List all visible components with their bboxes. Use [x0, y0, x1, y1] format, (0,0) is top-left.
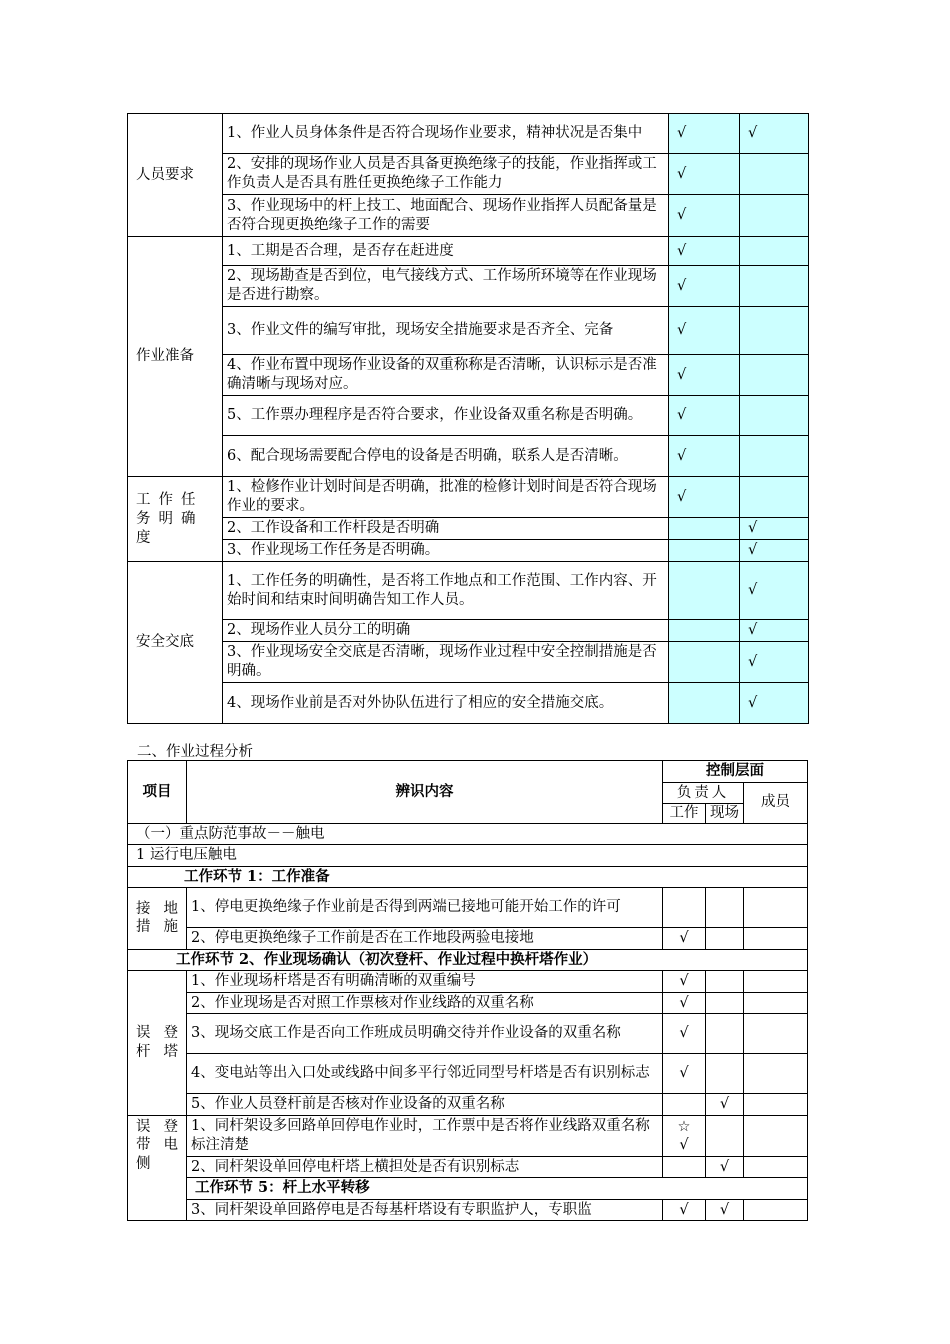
check-work: √ — [663, 1054, 706, 1094]
category-personnel: 人员要求 — [128, 114, 223, 237]
check-item: 1、工期是否合理，是否存在赶进度 — [223, 237, 669, 266]
check-item: 2、同杆架设单回停电杆塔上横担处是否有识别标志 — [187, 1156, 663, 1178]
check-item: 1、作业现场杆塔是否有明确清晰的双重编号 — [187, 971, 663, 993]
header-responsible-label: 负责人 — [676, 784, 730, 801]
header-item: 项目 — [128, 761, 187, 824]
check-item: 1、同杆架设多回路单回停电作业时，工作票中是否将作业线路双重名称标注清楚 — [187, 1115, 663, 1156]
check-mark: √ — [740, 540, 809, 562]
check-work: √ — [663, 1014, 706, 1054]
check-site — [706, 1014, 744, 1054]
check-mark: √ — [669, 355, 740, 396]
check-site — [706, 928, 744, 950]
stage-2-heading: 工作环节 2、作业现场确认（初次登杆、作业过程中换杆塔作业） — [128, 949, 808, 971]
check-item: 2、工作设备和工作杆段是否明确 — [223, 518, 669, 540]
check-site — [706, 1054, 744, 1094]
header-responsible — [663, 782, 744, 804]
check-mark: √ — [669, 237, 740, 266]
check-mark: √ — [669, 266, 740, 307]
risk-control-table-1 — [127, 113, 809, 724]
check-member — [744, 1156, 808, 1178]
check-mark — [669, 562, 740, 620]
stage-5-heading: 工作环节 5：杆上水平转移 — [187, 1178, 808, 1200]
check-item: 3、作业文件的编写审批，现场安全措施要求是否齐全、完备 — [223, 307, 669, 355]
check-mark — [740, 195, 809, 237]
category-grounding: 接地措施 — [128, 888, 187, 950]
check-item: 3、作业现场中的杆上技工、地面配合、现场作业指挥人员配备量是否符合现更换绝缘子工作的需要 — [223, 195, 669, 237]
check-item: 3、现场交底工作是否向工作班成员明确交待并作业设备的双重名称 — [187, 1014, 663, 1054]
check-work: √ — [663, 971, 706, 993]
check-site: √ — [706, 1094, 744, 1116]
check-member — [744, 928, 808, 950]
category-task-clarity — [128, 477, 223, 562]
check-item: 2、作业现场是否对照工作票核对作业线路的双重名称 — [187, 992, 663, 1014]
section-title: 二、作业过程分析 — [137, 744, 253, 760]
check-mark: √ — [669, 436, 740, 477]
focus-accident-row: （一）重点防范事故－－触电 — [128, 823, 808, 845]
check-mark: √ — [669, 195, 740, 237]
check-work — [663, 888, 706, 928]
work-process-analysis-table — [127, 760, 808, 1221]
check-work: √ — [663, 992, 706, 1014]
check-item: 6、配合现场需要配合停电的设备是否明确，联系人是否清晰。 — [223, 436, 669, 477]
check-site — [706, 888, 744, 928]
check-member — [744, 1014, 808, 1054]
check-item: 1、检修作业计划时间是否明确，批准的检修计划时间是否符合现场作业的要求。 — [223, 477, 669, 518]
sub-item-row: 1 运行电压触电 — [128, 845, 808, 867]
category-safety-briefing: 安全交底 — [128, 562, 223, 724]
check-mark — [740, 477, 809, 518]
check-site — [706, 1115, 744, 1156]
check-work — [663, 1156, 706, 1178]
check-member — [744, 1054, 808, 1094]
check-site — [706, 992, 744, 1014]
header-work: 工作 — [663, 804, 706, 824]
check-item: 2、停电更换绝缘子工作前是否在工作地段两验电接地 — [187, 928, 663, 950]
check-item: 1、工作任务的明确性，是否将工作地点和工作范围、工作内容、开始时间和结束时间明确告知工作人员。 — [223, 562, 669, 620]
check-mark: √ — [740, 518, 809, 540]
check-item: 3、作业现场安全交底是否清晰，现场作业过程中安全控制措施是否明确。 — [223, 642, 669, 683]
check-mark: √ — [740, 642, 809, 683]
check-mark — [669, 683, 740, 724]
check-work: √ — [663, 1199, 706, 1221]
check-item: 3、作业现场工作任务是否明确。 — [223, 540, 669, 562]
check-item: 5、工作票办理程序是否符合要求，作业设备双重名称是否明确。 — [223, 396, 669, 436]
check-mark — [669, 540, 740, 562]
check-mark: √ — [669, 114, 740, 154]
check-mark — [669, 620, 740, 642]
check-item: 2、现场作业人员分工的明确 — [223, 620, 669, 642]
check-mark: √ — [669, 307, 740, 355]
check-site: √ — [706, 1156, 744, 1178]
header-member: 成员 — [744, 782, 808, 823]
category-preparation: 作业准备 — [128, 237, 223, 477]
check-mark — [740, 237, 809, 266]
check-item: 4、现场作业前是否对外协队伍进行了相应的安全措施交底。 — [223, 683, 669, 724]
check-mark: √ — [669, 154, 740, 195]
check-mark: √ — [740, 114, 809, 154]
check-mark — [740, 266, 809, 307]
check-mark — [740, 355, 809, 396]
category-wrong-tower: 误登杆塔 — [128, 971, 187, 1116]
check-member — [744, 888, 808, 928]
check-mark — [669, 518, 740, 540]
check-work — [663, 1094, 706, 1116]
header-control-level: 控制层面 — [663, 761, 808, 783]
check-member — [744, 1115, 808, 1156]
check-item: 1、停电更换绝缘子作业前是否得到两端已接地可能开始工作的许可 — [187, 888, 663, 928]
check-mark: √ — [740, 620, 809, 642]
check-site: √ — [706, 1199, 744, 1221]
category-label: 工作任务明确度 — [136, 491, 204, 546]
check-mark: √ — [669, 396, 740, 436]
header-content: 辨识内容 — [187, 761, 663, 824]
check-member — [744, 1199, 808, 1221]
check-item: 2、安排的现场作业人员是否具备更换绝缘子的技能，作业指挥或工作负责人是否具有胜任更换绝缘子工作能力 — [223, 154, 669, 195]
check-mark — [740, 307, 809, 355]
check-item: 5、作业人员登杆前是否核对作业设备的双重名称 — [187, 1094, 663, 1116]
check-mark: √ — [740, 683, 809, 724]
check-mark — [740, 396, 809, 436]
stage-1-heading: 工作环节 1：工作准备 — [128, 866, 808, 888]
check-item: 4、变电站等出入口处或线路中间多平行邻近同型号杆塔是否有识别标志 — [187, 1054, 663, 1094]
header-site: 现场 — [706, 804, 744, 824]
check-member — [744, 1094, 808, 1116]
check-mark — [740, 436, 809, 477]
check-mark — [669, 642, 740, 683]
check-member — [744, 971, 808, 993]
check-work: ☆ √ — [663, 1115, 706, 1156]
check-item: 3、同杆架设单回路停电是否每基杆塔设有专职监护人，专职监 — [187, 1199, 663, 1221]
check-work: √ — [663, 928, 706, 950]
check-mark: √ — [740, 562, 809, 620]
check-mark — [740, 154, 809, 195]
check-item: 4、作业布置中现场作业设备的双重称称是否清晰，认识标示是否准确清晰与现场对应。 — [223, 355, 669, 396]
check-mark: √ — [669, 477, 740, 518]
check-item: 2、现场勘查是否到位，电气接线方式、工作场所环境等在作业现场是否进行勘察。 — [223, 266, 669, 307]
check-site — [706, 971, 744, 993]
check-member — [744, 992, 808, 1014]
category-wrong-live-side: 误登带电侧 — [128, 1115, 187, 1221]
check-item: 1、作业人员身体条件是否符合现场作业要求，精神状况是否集中 — [223, 114, 669, 154]
